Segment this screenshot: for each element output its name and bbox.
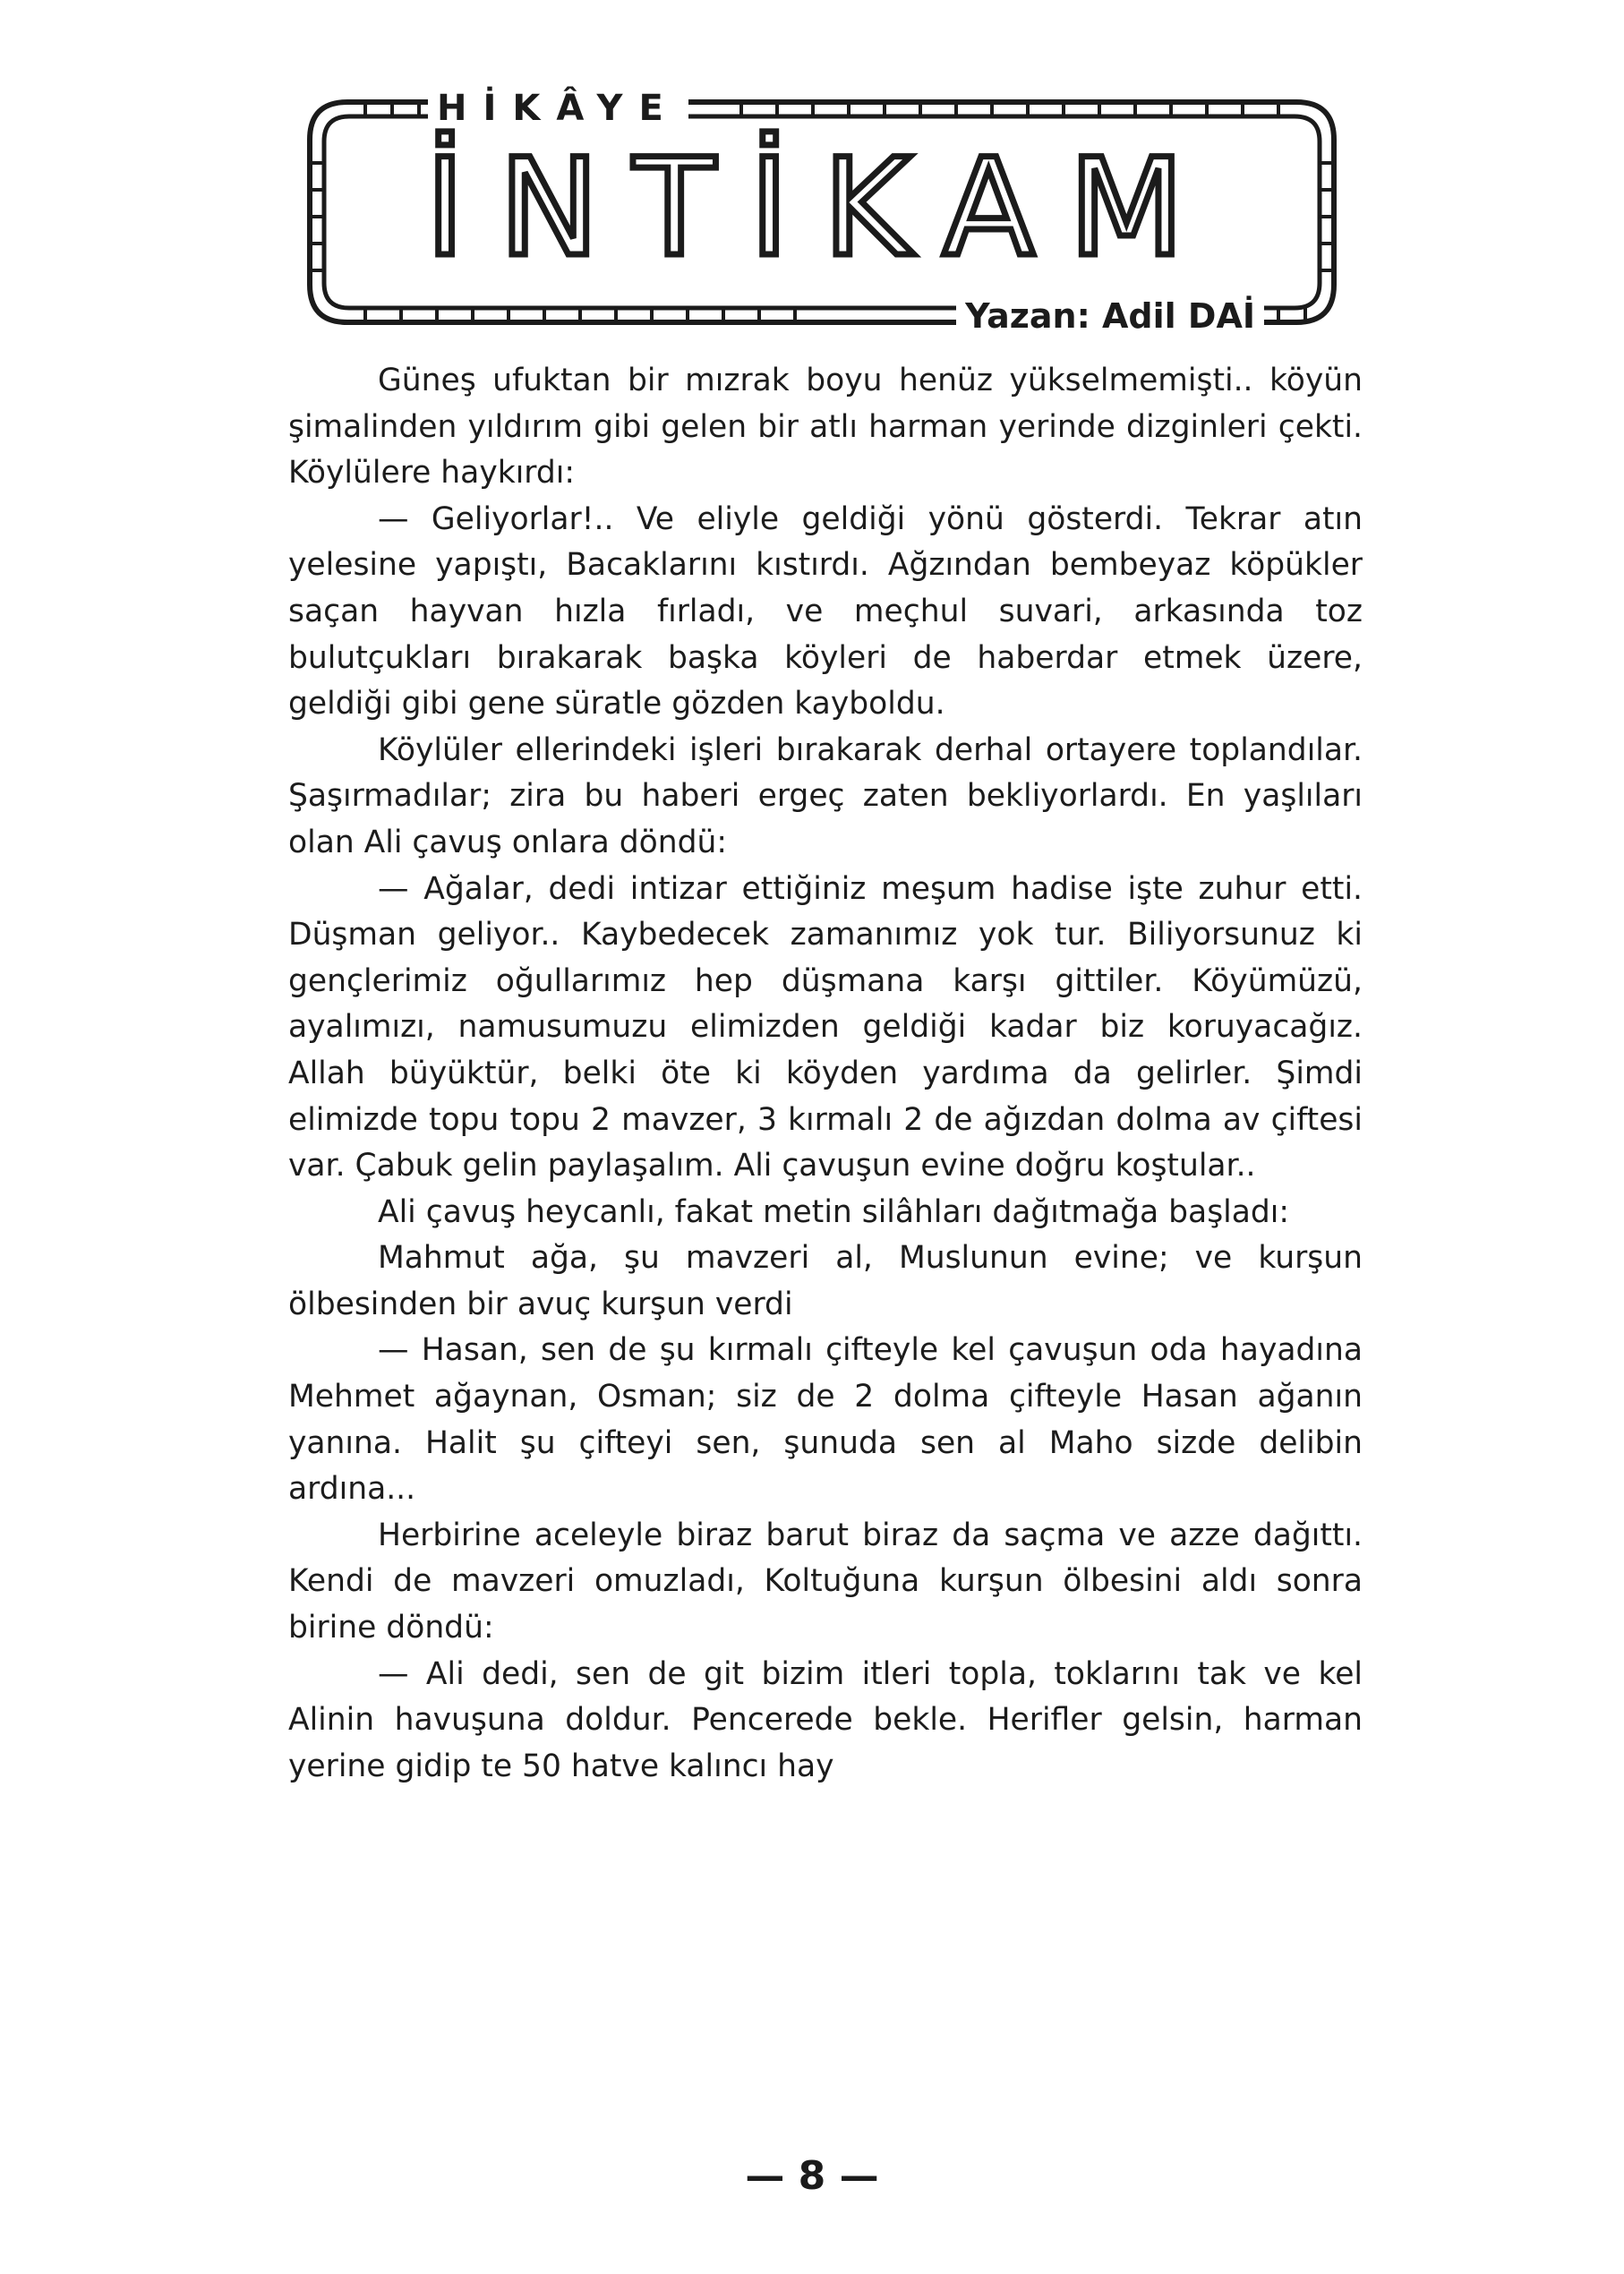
paragraph: Herbirine aceleyle biraz barut biraz da saçma ve azze dağıttı. Kendi de mavzeri omuzladı, Koltuğuna kurşun ölbesini aldı sonra birine döndü: (288, 1517, 1363, 1646)
paragraph: — Ağalar, dedi intizar ettiğiniz meşum hadise işte zuhur etti. Düşman geliyor.. Kaybedecek zamanımız yok tur. Biliyorsunuz ki gençlerimiz oğullarımız hep düşmana karşı gittiler. Köyümüzü, ayalımızı, namusumuzu elimizden geldiği kadar biz koruyacağız. Allah büyüktür, belki öte ki köyden yardıma da gelirler. Şimdi elimizde topu topu 2 mavzer, 3 kırmalı 2 de ağızdan dolma av çiftesi var. Çabuk gelin paylaşalım. Ali çavuşun evine doğru koştular.. (288, 870, 1363, 1184)
paragraph: — Hasan, sen de şu kırmalı çifteyle kel çavuşun oda hayadına Mehmet ağaynan, Osman; siz de 2 dolma çifteyle Hasan ağanın yanına. Halit şu çifteyi sen, şunuda sen al Maho sizde delibin ardına... (288, 1332, 1363, 1508)
story-header (294, 82, 1350, 342)
paragraph: Mahmut ağa, şu mavzeri al, Muslunun evine; ve kurşun ölbesinden bir avuç kurşun verdi (288, 1240, 1363, 1322)
paragraph: Ali çavuş heycanlı, fakat metin silâhları dağıtmağa başladı: (378, 1193, 1290, 1230)
paragraph: Güneş ufuktan bir mızrak boyu henüz yükselmemişti.. köyün şimalinden yıldırım gibi gelen bir atlı harman yerinde dizginleri çekti. Köylülere haykırdı: (288, 363, 1363, 492)
story-title: İNTİKAM (424, 131, 1219, 286)
author-byline: Yazan: Adil DAİ (956, 295, 1264, 337)
section-kicker: HİKÂYE (428, 88, 688, 129)
story-body (288, 358, 1363, 1790)
paragraph: — Ali dedi, sen de git bizim itleri topla, toklarını tak ve kel Alinin havuşuna doldur. Pencerede bekle. Herifler gelsin, harman yerine gidip te 50 hatve kalıncı hay (288, 1655, 1363, 1784)
paragraph: Köylüler ellerindeki işleri bırakarak derhal ortayere toplandılar. Şaşırmadılar; zira bu haberi ergeç zaten bekliyorlardı. En yaşlıları olan Ali çavuş onlara döndü: (288, 731, 1363, 860)
page-number: — 8 — (745, 2153, 879, 2199)
paragraph: — Geliyorlar!.. Ve eliyle geldiği yönü gösterdi. Tekrar atın yelesine yapıştı, Bacaklarını kıstırdı. Ağzından bembeyaz köpükler saçan hayvan hızla fırladı, ve meçhul suvari, arkasında toz bulutçukları bırakarak başka köyleri de haberdar etmek üzere, geldiği gibi gene süratle gözden kayboldu. (288, 500, 1363, 722)
